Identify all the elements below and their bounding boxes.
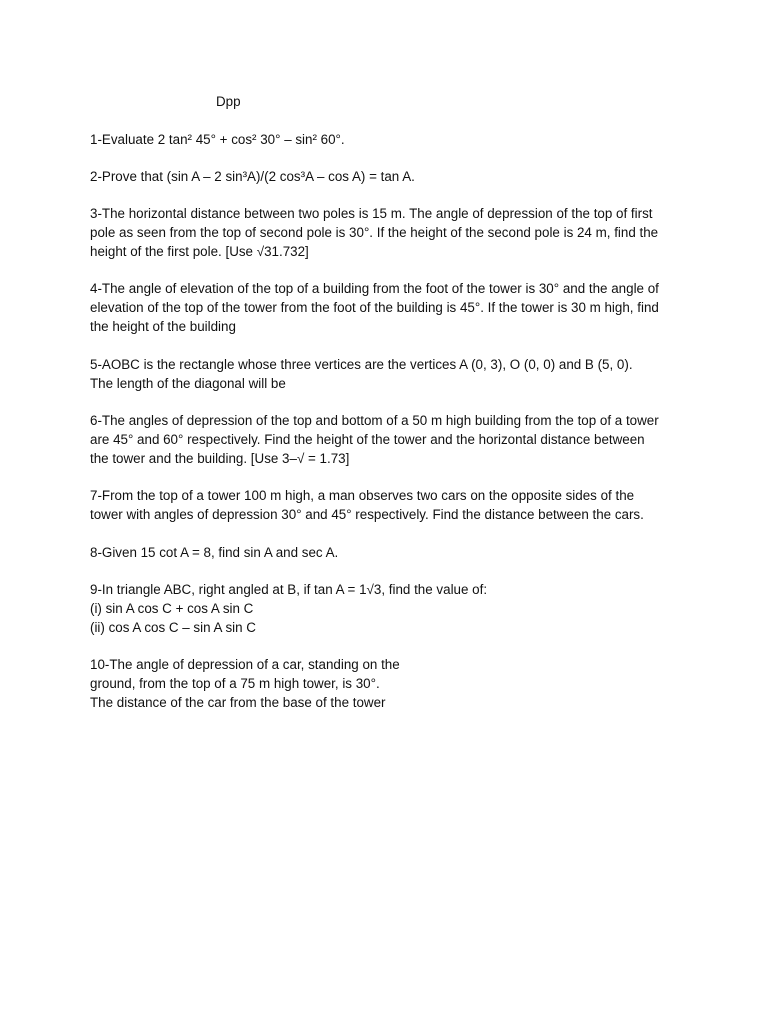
- question-line: 2-Prove that (sin A – 2 sin³A)/(2 cos³A – cos A) = tan A.: [90, 169, 415, 184]
- question-line: the height of the building: [90, 319, 236, 334]
- question-line: 1-Evaluate 2 tan² 45° + cos² 30° – sin² 60°.: [90, 132, 345, 147]
- question-line: 4-The angle of elevation of the top of a building from the foot of the tower is 30° and the angle of: [90, 281, 659, 296]
- question-1: [90, 130, 690, 149]
- question-subpart: (ii) cos A cos C – sin A sin C: [90, 620, 256, 635]
- question-4: [90, 279, 690, 336]
- question-9: [90, 580, 690, 637]
- question-line: 8-Given 15 cot A = 8, find sin A and sec A.: [90, 545, 339, 560]
- question-line: pole as seen from the top of second pole is 30°. If the height of the second pole is 24 m, find the: [90, 225, 659, 240]
- question-6: [90, 411, 690, 468]
- question-8: [90, 543, 690, 562]
- question-line: 5-AOBC is the rectangle whose three vertices are the vertices A (0, 3), O (0, 0) and B (5, 0).: [90, 357, 633, 372]
- question-line: tower with angles of depression 30° and 45° respectively. Find the distance between the cars.: [90, 507, 644, 522]
- question-line: are 45° and 60° respectively. Find the height of the tower and the horizontal distance between: [90, 432, 645, 447]
- question-line: 10-The angle of depression of a car, standing on the: [90, 657, 400, 672]
- document-title: Dpp: [216, 94, 241, 109]
- question-5: [90, 355, 690, 393]
- question-line: 9-In triangle ABC, right angled at B, if tan A = 1√3, find the value of:: [90, 582, 488, 597]
- question-10: [90, 655, 690, 712]
- question-line: the tower and the building. [Use 3–√ = 1.73]: [90, 451, 350, 466]
- question-line: 7-From the top of a tower 100 m high, a man observes two cars on the opposite sides of the: [90, 488, 635, 503]
- question-7: [90, 486, 690, 524]
- question-3: [90, 204, 690, 261]
- question-subpart: (i) sin A cos C + cos A sin C: [90, 601, 254, 616]
- question-line: 6-The angles of depression of the top and bottom of a 50 m high building from the top of a tower: [90, 413, 659, 428]
- question-line: height of the first pole. [Use √31.732]: [90, 244, 309, 259]
- question-line: 3-The horizontal distance between two poles is 15 m. The angle of depression of the top of first: [90, 206, 653, 221]
- question-line: ground, from the top of a 75 m high tower, is 30°.: [90, 676, 380, 691]
- question-line: The distance of the car from the base of the tower: [90, 695, 386, 710]
- question-line: The length of the diagonal will be: [90, 376, 286, 391]
- question-line: elevation of the top of the tower from the foot of the building is 45°. If the tower is 30 m high, find: [90, 300, 659, 315]
- question-2: [90, 167, 690, 186]
